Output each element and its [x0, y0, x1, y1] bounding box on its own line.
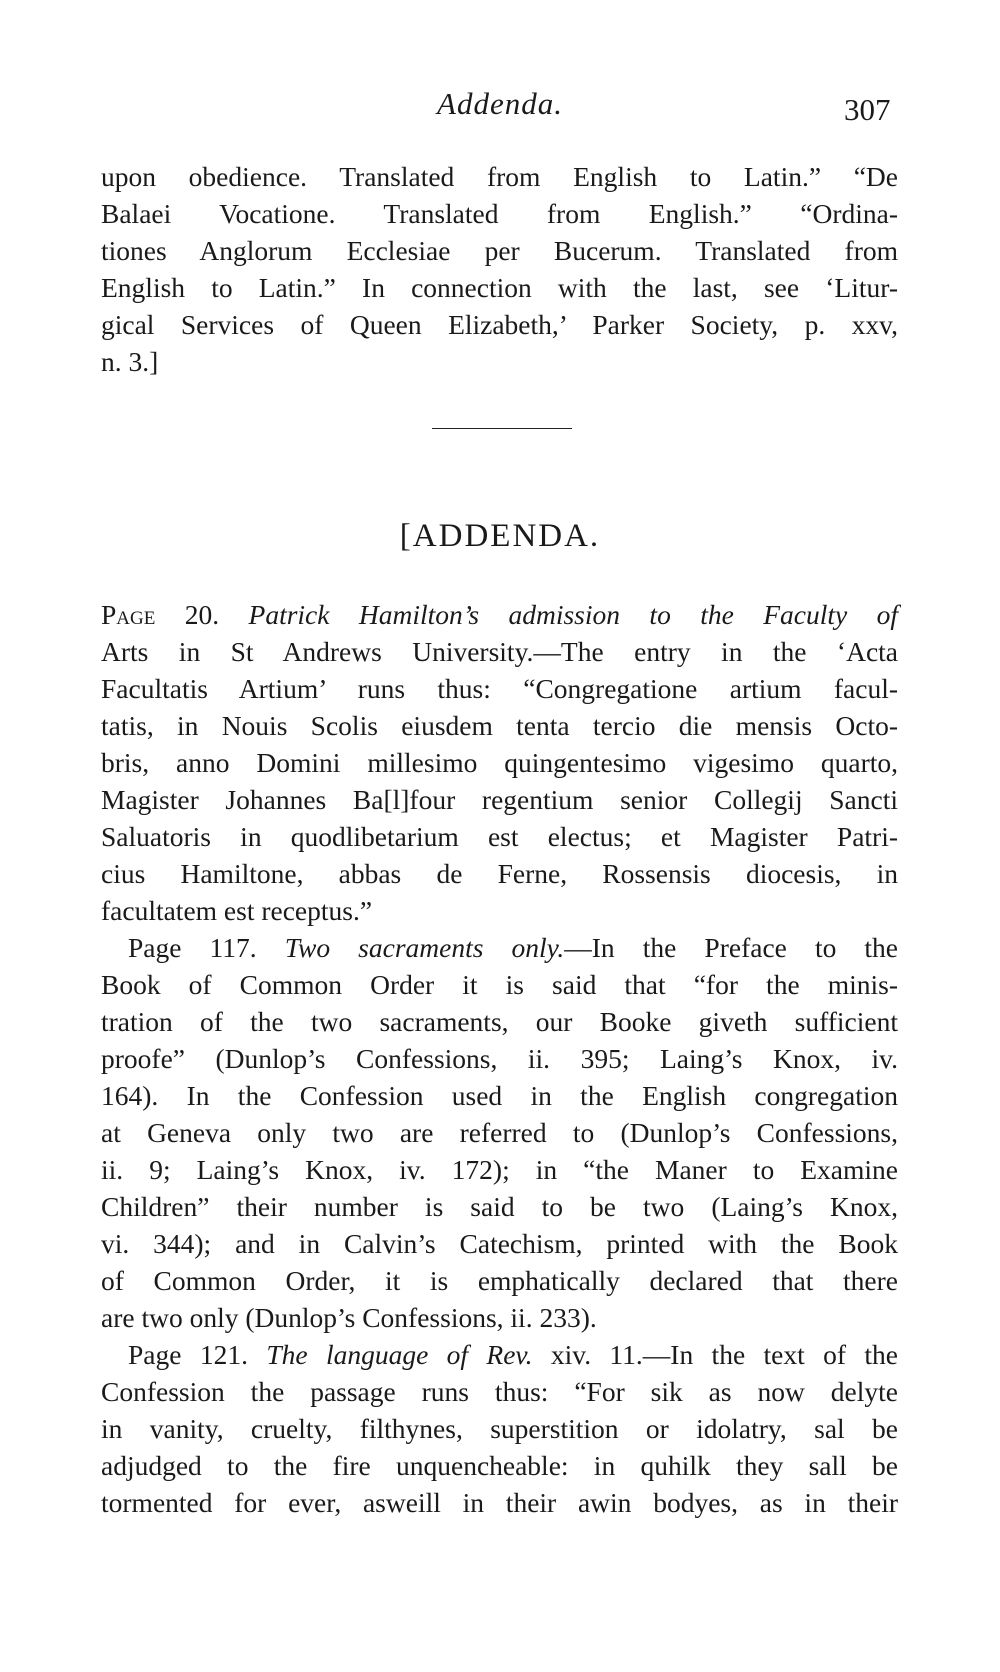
text-line: Confession the passage runs thus: “For sik as now delyte: [101, 1376, 898, 1407]
text-line: tration of the two sacraments, our Booke giveth sufficient: [101, 1006, 898, 1037]
text-line: of Common Order, it is emphatically declared that there: [101, 1265, 898, 1296]
text-line: tiones Anglorum Ecclesiae per Bucerum. Translated from: [101, 235, 898, 266]
section-divider: [432, 428, 572, 429]
text-line: ii. 9; Laing’s Knox, iv. 172); in “the Maner to Examine: [101, 1154, 898, 1185]
text-line: gical Services of Queen Elizabeth,’ Parker Society, p. xxv,: [101, 309, 898, 340]
text-line: proofe” (Dunlop’s Confessions, ii. 395; Laing’s Knox, iv.: [101, 1043, 898, 1074]
text-line: in vanity, cruelty, filthynes, superstition or idolatry, sal be: [101, 1413, 898, 1444]
running-head: [0, 86, 1000, 136]
text-line: adjudged to the fire unquencheable: in quhilk they sall be: [101, 1450, 898, 1481]
text-line: vi. 344); and in Calvin’s Catechism, printed with the Book: [101, 1228, 898, 1259]
entry-title: The language of Rev.: [266, 1339, 533, 1370]
text-line: n. 3.]: [101, 346, 159, 377]
entry-title: Two sacraments only.: [284, 932, 565, 963]
text-line: tatis, in Nouis Scolis eiusdem tenta tercio die mensis Octo-: [101, 710, 898, 741]
running-title: Addenda.: [437, 86, 563, 121]
text-line: Saluatoris in quodlibetarium est electus; et Magister Patri-: [101, 821, 898, 852]
text-line: English to Latin.” In connection with the last, see ‘Litur-: [101, 272, 898, 303]
entry-label: Page 20.: [101, 599, 220, 630]
entry-first-line: [101, 596, 898, 633]
text-line: facultatem est receptus.”: [101, 895, 373, 926]
entry-first-rest: —In the Preface to the: [564, 932, 899, 963]
entry-label: Page 121.: [128, 1339, 248, 1370]
entry-first-rest: xiv. 11.—In the text of the: [532, 1339, 898, 1370]
entry-first-line: [128, 929, 898, 966]
text-line: Facultatis Artium’ runs thus: “Congregatione artium facul-: [101, 673, 898, 704]
text-line: upon obedience. Translated from English to Latin.” “De: [101, 161, 898, 192]
page-number: 307: [844, 92, 891, 127]
text-line: cius Hamiltone, abbas de Ferne, Rossensis diocesis, in: [101, 858, 898, 889]
text-line: bris, anno Domini millesimo quingentesimo vigesimo quarto,: [101, 747, 898, 778]
text-line: are two only (Dunlop’s Confessions, ii. 233).: [101, 1302, 597, 1333]
entry-first-line: [128, 1336, 898, 1373]
text-line: at Geneva only two are referred to (Dunlop’s Confessions,: [101, 1117, 898, 1148]
text-line: Children” their number is said to be two (Laing’s Knox,: [101, 1191, 898, 1222]
entry-title: Patrick Hamilton’s admission to the Faculty of: [248, 599, 899, 630]
text-line: Book of Common Order it is said that “for the minis-: [101, 969, 898, 1000]
text-line: Arts in St Andrews University.—The entry in the ‘Acta: [101, 636, 898, 667]
entry-label: Page 117.: [128, 932, 257, 963]
section-heading: [ADDENDA.: [399, 518, 601, 554]
text-line: Balaei Vocatione. Translated from English.” “Ordina-: [101, 198, 898, 229]
text-line: Magister Johannes Ba[l]four regentium senior Collegij Sancti: [101, 784, 898, 815]
text-line: 164). In the Confession used in the English congregation: [101, 1080, 898, 1111]
text-line: tormented for ever, asweill in their awin bodyes, as in their: [101, 1487, 898, 1518]
